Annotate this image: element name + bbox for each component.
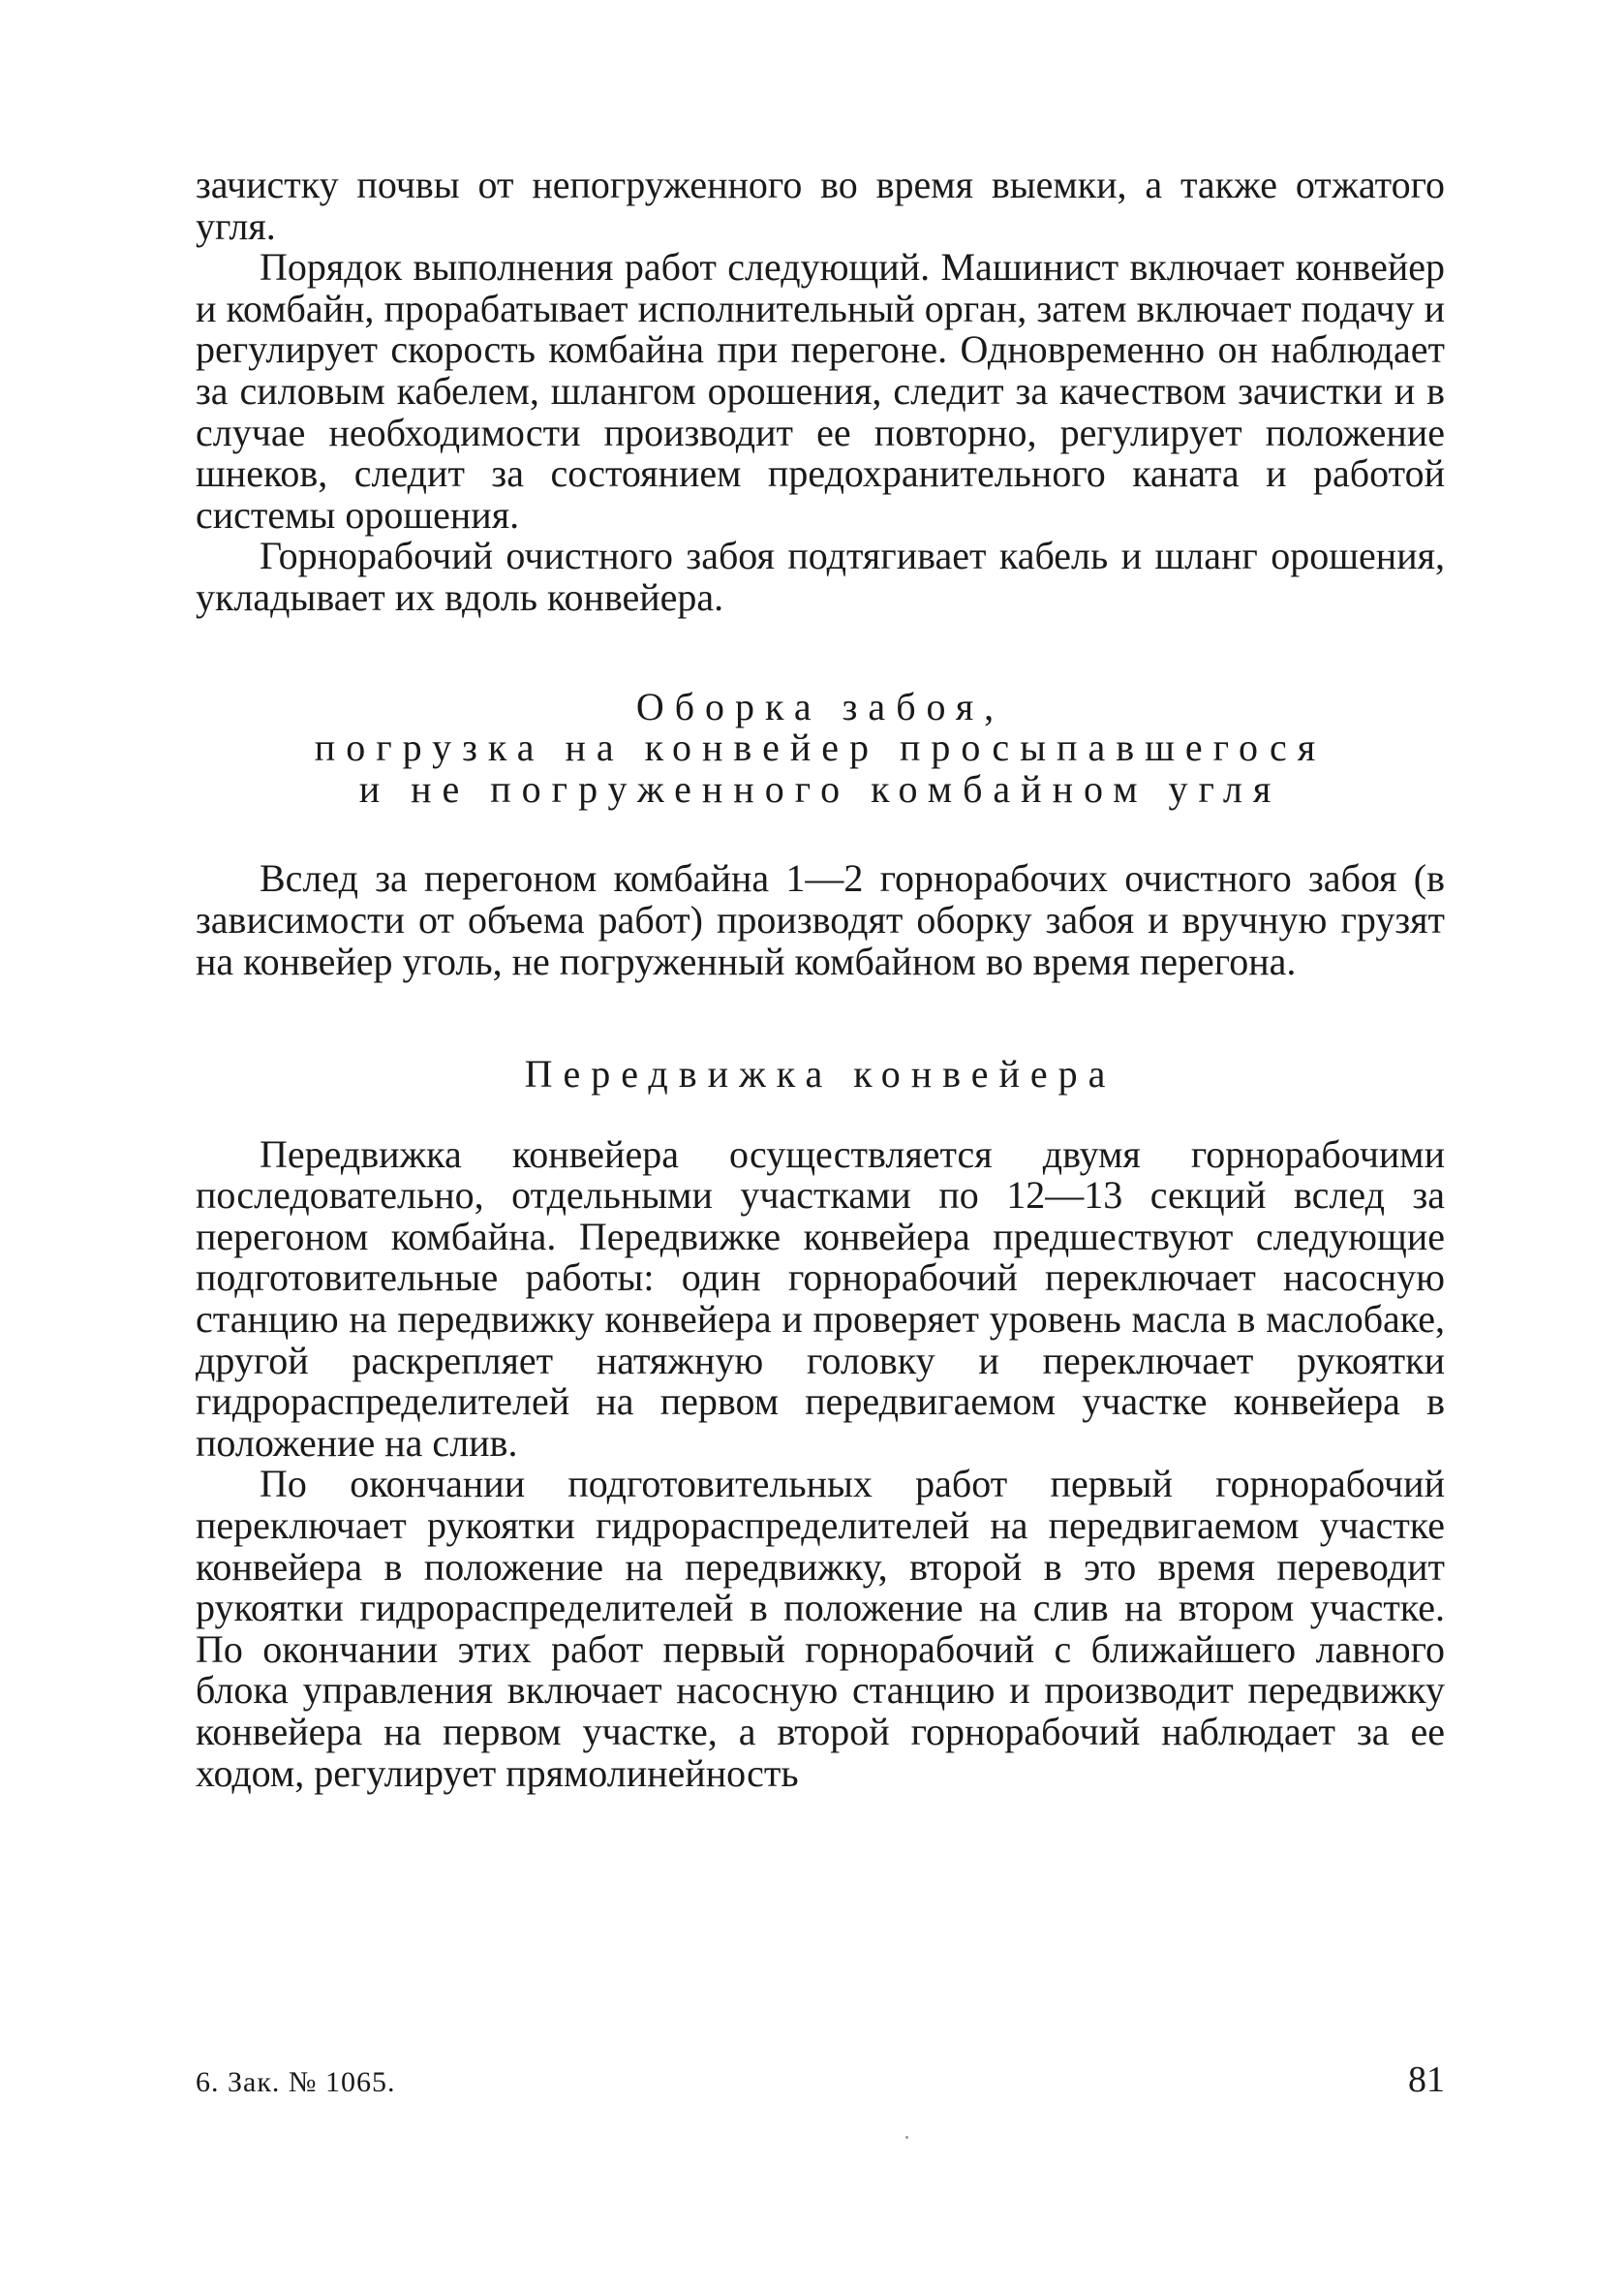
text-body xyxy=(196,165,1445,1794)
paragraph-conveyor-move-2: По окончании подготовительных работ первый горнорабочий переключает рукоятки гидрораспределителей на передвигаемом участке конвейера в положение на передвижку, второй в это время переводит рукоятки гидрораспределителей в положение на слив на втором участке. По окончании этих работ первый горнорабочий с ближайшего лавного блока управления включает насосную станцию и производит передвижку конвейера на первом участке, а второй горнорабочий наблюдает за ее ходом, регулирует прямолинейность xyxy=(196,1462,1445,1795)
heading-line-1: Оборка забоя, xyxy=(635,684,1005,728)
print-speck xyxy=(905,2136,908,2139)
heading-line-3: и не погруженного комбайном угля xyxy=(358,766,1282,811)
page-footer xyxy=(196,2058,1445,2101)
section-heading-cleanup xyxy=(196,684,1445,811)
section-heading-conveyor-move: Передвижка конвейера xyxy=(524,1052,1117,1097)
paragraph-intro: зачистку почвы от непогруженного во время выемки, а также отжатого угля. xyxy=(196,163,1445,248)
paragraph-work-order: Порядок выполнения работ следующий. Машинист включает конвейер и комбайн, прорабатывает исполнительный орган, затем включает подачу и регулирует скорость комбайна при перегоне. Одновременно он наблюдает за силовым кабелем, шлангом орошения, следит за качеством зачистки и в случае необходимости производит ее повторно, регулирует положение шнеков, следит за состоянием предохранительного каната и работой системы орошения. xyxy=(196,245,1445,537)
paragraph-cleanup: Вслед за перегоном комбайна 1—2 горнорабочих очистного забоя (в зависимости от объема работ) производят оборку забоя и вручную грузят на конвейер уголь, не погруженный комбайном во время перегона. xyxy=(196,856,1445,983)
page-number: 81 xyxy=(1408,2059,1445,2100)
print-order-note: 6. Зак. № 1065. xyxy=(196,2066,396,2098)
paragraph-miner-duties: Горнорабочий очистного забоя подтягивает кабель и шланг орошения, укладывает их вдоль конвейера. xyxy=(196,534,1445,619)
heading-line-2: погрузка на конвейер просыпавшегося xyxy=(314,726,1327,770)
paragraph-conveyor-move-1: Передвижка конвейера осуществляется двумя горнорабочими последовательно, отдельными участками по 12—13 секций вслед за перегоном комбайна. Передвижке конвейера предшествуют следующие подготовительные работы: один горнорабочий переключает насосную станцию на передвижку конвейера и проверяет уровень масла в маслобаке, другой раскрепляет натяжную головку и переключает рукоятки гидрораспределителей на первом передвигаемом участке конвейера в положение на слив. xyxy=(196,1131,1445,1465)
